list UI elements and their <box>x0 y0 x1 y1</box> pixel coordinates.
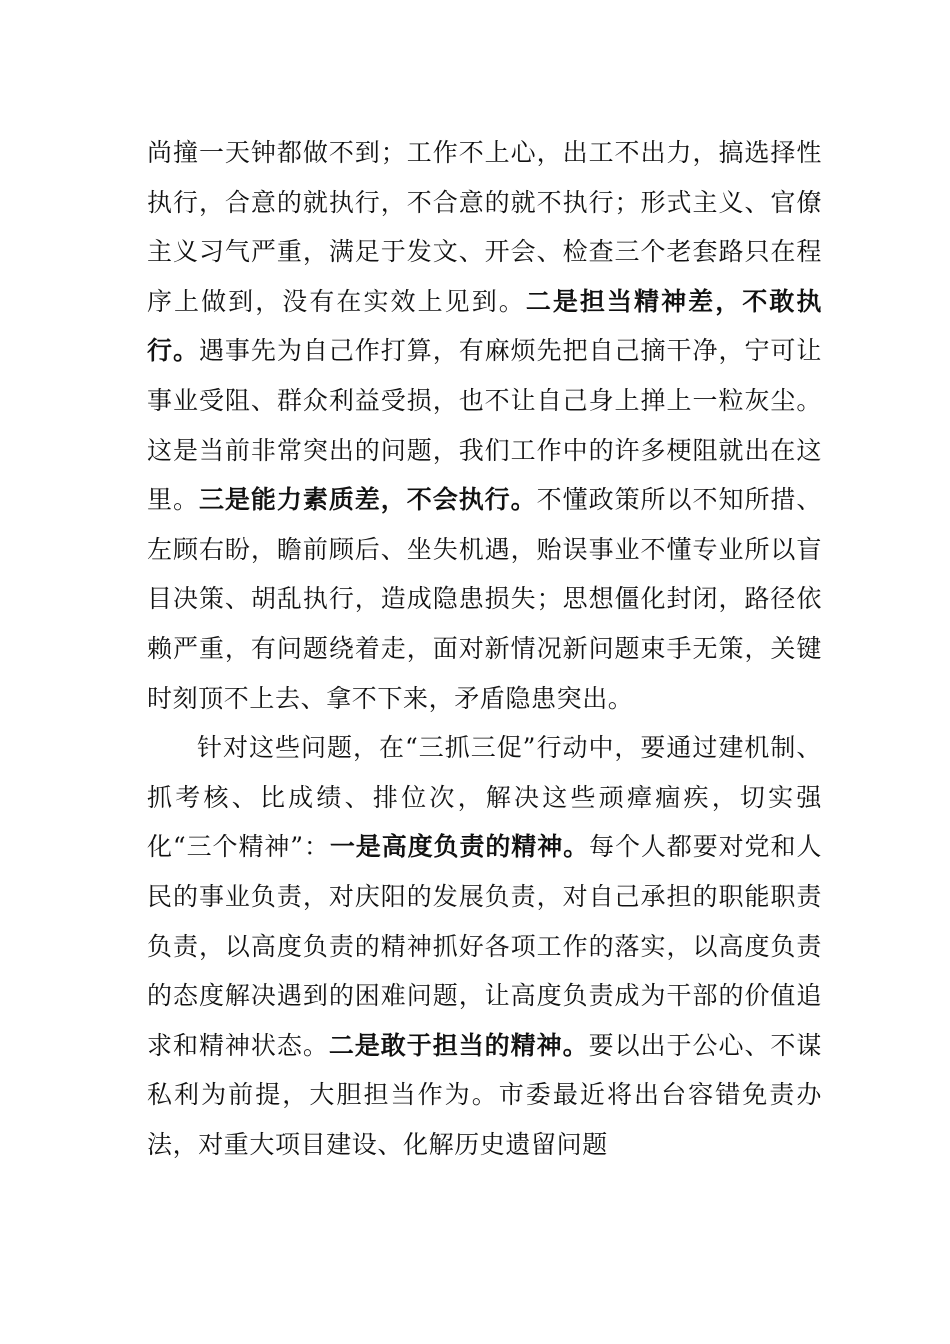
bold-heading-run: 一是高度负责的精神。 <box>329 832 590 862</box>
bold-heading-run: 三是能力素质差，不会执行。 <box>198 485 537 515</box>
text-run: 尚撞一天钟都做不到；工作不上心，出工不出力，搞选择性执行，合意的就执行，不合意的就不执行；形式主义、官僚主义习气严重，满足于发文、开会、检查三个老套路只在程序上做到，没有在实效上见到。 <box>147 138 822 316</box>
text-run: 遇事先为自己作打算，有麻烦先把自己摘干净，宁可让事业受阻、群众利益受损，也不让自己身上掸上一粒灰尘。这是当前非常突出的问题，我们工作中的许多梗阻就出在这里。 <box>147 336 822 515</box>
bold-heading-run: 二是担当精神差，不敢执行。 <box>147 286 822 366</box>
paragraph-1 <box>147 128 822 723</box>
paragraph-2 <box>147 723 822 1169</box>
document-body <box>147 128 822 1169</box>
text-run: 不懂政策所以不知所措、左顾右盼，瞻前顾后、坐失机遇，贻误事业不懂专业所以盲目决策、胡乱执行，造成隐患损失；思想僵化封闭，路径依赖严重，有问题绕着走，面对新情况新问题束手无策，关键时刻顶不上去、拿不下来，矛盾隐患突出。 <box>147 485 822 713</box>
text-run: 每个人都要对党和人民的事业负责，对庆阳的发展负责，对自己承担的职能职责负责，以高度负责的精神抓好各项工作的落实，以高度负责的态度解决遇到的困难问题，让高度负责成为干部的价值追求和精神状态。 <box>147 832 822 1060</box>
text-run: 针对这些问题，在“三抓三促”行动中，要通过建机制、抓考核、比成绩、排位次，解决这些顽瘴痼疾，切实强化“三个精神”： <box>147 733 822 862</box>
bold-heading-run: 二是敢于担当的精神。 <box>328 1030 589 1060</box>
text-run: 要以出于公心、不谋私利为前提，大胆担当作为。市委最近将出台容错免责办法，对重大项目建设、化解历史遗留问题 <box>147 1030 822 1159</box>
